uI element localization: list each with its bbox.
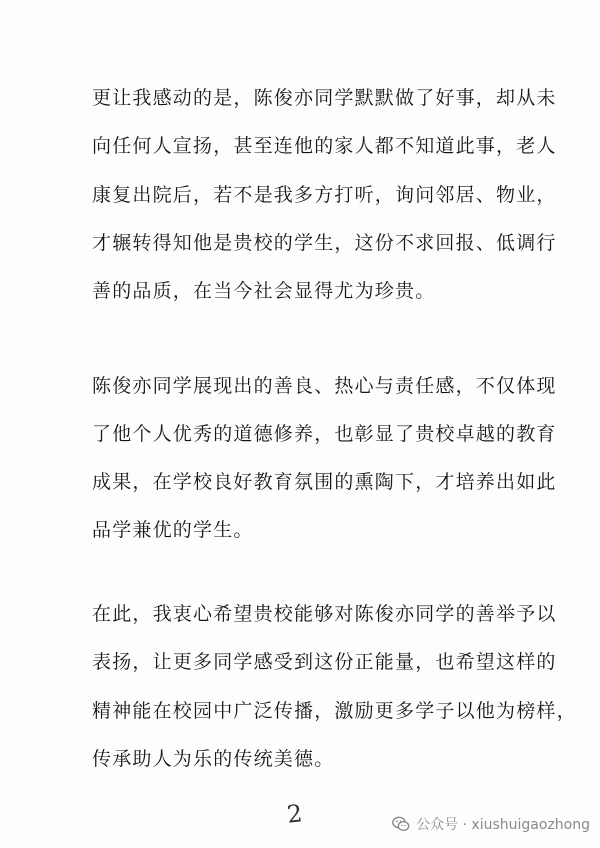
paragraph-2-line-1: 陈俊亦同学展现出的善良、热心与责任感，不仅体现 bbox=[92, 375, 557, 397]
paragraph-3-line-4: 传承助人为乐的传统美德。 bbox=[92, 748, 335, 770]
paragraph-1-line-4: 才辗转得知他是贵校的学生，这份不求回报、低调行 bbox=[92, 232, 557, 254]
paragraph-1-line-1: 更让我感动的是，陈俊亦同学默默做了好事，却从未 bbox=[92, 87, 557, 109]
paragraph-3-line-2: 表扬，让更多同学感受到这份正能量，也希望这样的 bbox=[92, 651, 557, 673]
paragraph-3-line-3: 精神能在校园中广泛传播，激励更多学子以他为榜样， bbox=[92, 700, 577, 722]
paragraph-2-line-3: 成果，在学校良好教育氛围的熏陶下，才培养出如此 bbox=[92, 471, 557, 493]
paragraph-1-line-5: 善的品质，在当今社会显得尤为珍贵。 bbox=[92, 280, 436, 302]
paragraph-1-line-2: 向任何人宣扬，甚至连他的家人都不知道此事，老人 bbox=[92, 135, 557, 157]
wechat-official-account-icon bbox=[392, 816, 410, 832]
page-number: 2 bbox=[285, 799, 304, 829]
paragraph-2-line-4: 品学兼优的学生。 bbox=[92, 519, 254, 541]
paragraph-2-line-2: 了他个人优秀的道德修养，也彰显了贵校卓越的教育 bbox=[92, 423, 557, 445]
watermark-label: 公众号 · xiushuigaozhong bbox=[416, 817, 590, 833]
paragraph-1-line-3: 康复出院后，若不是我多方打听，询问邻居、物业， bbox=[92, 184, 557, 206]
paragraph-3-line-1: 在此，我衷心希望贵校能够对陈俊亦同学的善举予以 bbox=[92, 603, 557, 625]
watermark bbox=[392, 814, 590, 834]
